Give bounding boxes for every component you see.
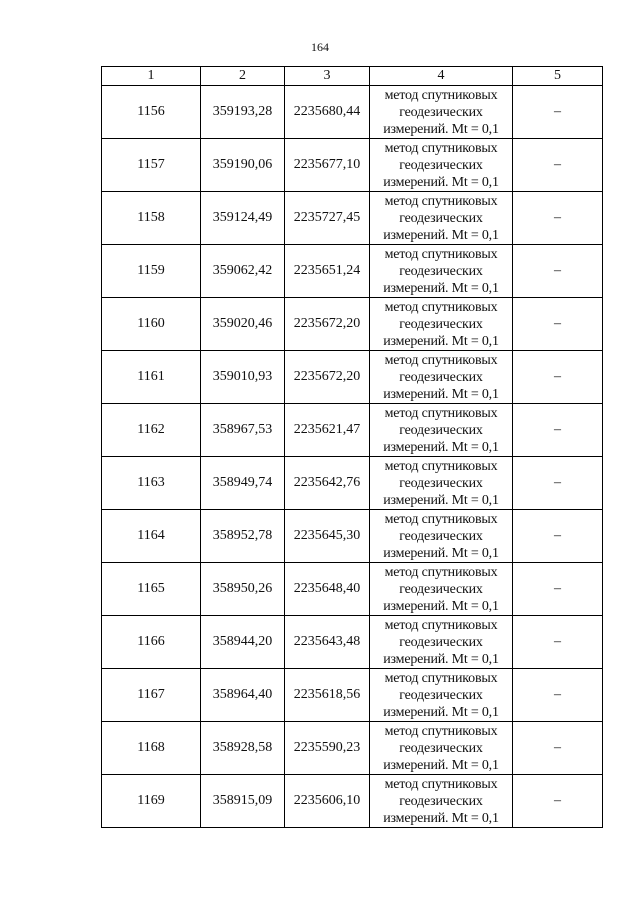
- coordinates-table: [101, 66, 603, 828]
- method-line-2: геодезических: [399, 157, 483, 173]
- point-number-cell: 1169: [102, 775, 201, 828]
- method-line-2: геодезических: [399, 528, 483, 544]
- header-col-3: 3: [285, 67, 370, 86]
- table-row: [102, 722, 603, 775]
- method-line-1: метод спутниковых: [384, 564, 498, 580]
- method-cell: [370, 510, 513, 563]
- y-coordinate-cell: 2235672,20: [285, 351, 370, 404]
- method-line-1: метод спутниковых: [384, 458, 498, 474]
- method-line-1: метод спутниковых: [384, 246, 498, 262]
- x-coordinate-cell: 359190,06: [201, 139, 285, 192]
- header-col-1: 1: [102, 67, 201, 86]
- table-row: [102, 510, 603, 563]
- y-coordinate-cell: 2235672,20: [285, 298, 370, 351]
- method-cell: [370, 669, 513, 722]
- y-coordinate-cell: 2235645,30: [285, 510, 370, 563]
- method-cell: [370, 86, 513, 139]
- method-cell: [370, 775, 513, 828]
- y-coordinate-cell: 2235677,10: [285, 139, 370, 192]
- method-line-3: измерений. Mt = 0,1: [383, 757, 499, 773]
- point-number-cell: 1161: [102, 351, 201, 404]
- x-coordinate-cell: 358952,78: [201, 510, 285, 563]
- method-line-3: измерений. Mt = 0,1: [383, 545, 499, 561]
- method-line-2: геодезических: [399, 316, 483, 332]
- y-coordinate-cell: 2235606,10: [285, 775, 370, 828]
- x-coordinate-cell: 359010,93: [201, 351, 285, 404]
- note-cell: –: [513, 510, 603, 563]
- point-number-cell: 1166: [102, 616, 201, 669]
- y-coordinate-cell: 2235618,56: [285, 669, 370, 722]
- table-row: [102, 775, 603, 828]
- method-line-1: метод спутниковых: [384, 670, 498, 686]
- method-line-3: измерений. Mt = 0,1: [383, 174, 499, 190]
- point-number-cell: 1168: [102, 722, 201, 775]
- method-line-3: измерений. Mt = 0,1: [383, 439, 499, 455]
- table-row: [102, 351, 603, 404]
- table-row: [102, 563, 603, 616]
- method-line-2: геодезических: [399, 263, 483, 279]
- method-line-1: метод спутниковых: [384, 723, 498, 739]
- point-number-cell: 1163: [102, 457, 201, 510]
- point-number-cell: 1167: [102, 669, 201, 722]
- method-line-2: геодезических: [399, 740, 483, 756]
- x-coordinate-cell: 358950,26: [201, 563, 285, 616]
- y-coordinate-cell: 2235621,47: [285, 404, 370, 457]
- header-row: [102, 67, 603, 86]
- method-line-1: метод спутниковых: [384, 140, 498, 156]
- method-cell: [370, 245, 513, 298]
- method-line-1: метод спутниковых: [384, 87, 498, 103]
- page-number: 164: [311, 40, 329, 54]
- x-coordinate-cell: 359062,42: [201, 245, 285, 298]
- method-line-2: геодезических: [399, 793, 483, 809]
- method-line-3: измерений. Mt = 0,1: [383, 651, 499, 667]
- method-line-3: измерений. Mt = 0,1: [383, 121, 499, 137]
- y-coordinate-cell: 2235590,23: [285, 722, 370, 775]
- method-line-3: измерений. Mt = 0,1: [383, 227, 499, 243]
- x-coordinate-cell: 358967,53: [201, 404, 285, 457]
- note-cell: –: [513, 722, 603, 775]
- method-line-1: метод спутниковых: [384, 405, 498, 421]
- x-coordinate-cell: 359124,49: [201, 192, 285, 245]
- x-coordinate-cell: 358915,09: [201, 775, 285, 828]
- method-line-2: геодезических: [399, 369, 483, 385]
- point-number-cell: 1157: [102, 139, 201, 192]
- method-cell: [370, 404, 513, 457]
- note-cell: –: [513, 298, 603, 351]
- point-number-cell: 1160: [102, 298, 201, 351]
- x-coordinate-cell: 358949,74: [201, 457, 285, 510]
- table-header: [102, 67, 603, 86]
- point-number-cell: 1165: [102, 563, 201, 616]
- table-row: [102, 139, 603, 192]
- y-coordinate-cell: 2235643,48: [285, 616, 370, 669]
- y-coordinate-cell: 2235680,44: [285, 86, 370, 139]
- header-col-4: 4: [370, 67, 513, 86]
- point-number-cell: 1159: [102, 245, 201, 298]
- method-cell: [370, 192, 513, 245]
- point-number-cell: 1158: [102, 192, 201, 245]
- method-line-2: геодезических: [399, 210, 483, 226]
- note-cell: –: [513, 351, 603, 404]
- note-cell: –: [513, 245, 603, 298]
- table-row: [102, 669, 603, 722]
- table-row: [102, 192, 603, 245]
- method-line-2: геодезических: [399, 687, 483, 703]
- method-line-1: метод спутниковых: [384, 511, 498, 527]
- table-body: [102, 86, 603, 828]
- method-line-3: измерений. Mt = 0,1: [383, 492, 499, 508]
- note-cell: –: [513, 139, 603, 192]
- header-col-2: 2: [201, 67, 285, 86]
- method-line-1: метод спутниковых: [384, 299, 498, 315]
- method-line-3: измерений. Mt = 0,1: [383, 386, 499, 402]
- y-coordinate-cell: 2235727,45: [285, 192, 370, 245]
- y-coordinate-cell: 2235642,76: [285, 457, 370, 510]
- method-line-3: измерений. Mt = 0,1: [383, 704, 499, 720]
- note-cell: –: [513, 616, 603, 669]
- table-row: [102, 457, 603, 510]
- method-cell: [370, 351, 513, 404]
- x-coordinate-cell: 358964,40: [201, 669, 285, 722]
- point-number-cell: 1164: [102, 510, 201, 563]
- table-row: [102, 298, 603, 351]
- method-line-1: метод спутниковых: [384, 776, 498, 792]
- method-line-2: геодезических: [399, 475, 483, 491]
- note-cell: –: [513, 457, 603, 510]
- note-cell: –: [513, 192, 603, 245]
- method-line-1: метод спутниковых: [384, 617, 498, 633]
- method-cell: [370, 616, 513, 669]
- y-coordinate-cell: 2235651,24: [285, 245, 370, 298]
- method-line-2: геодезических: [399, 104, 483, 120]
- method-cell: [370, 722, 513, 775]
- method-cell: [370, 563, 513, 616]
- method-line-3: измерений. Mt = 0,1: [383, 810, 499, 826]
- y-coordinate-cell: 2235648,40: [285, 563, 370, 616]
- point-number-cell: 1162: [102, 404, 201, 457]
- method-line-2: геодезических: [399, 422, 483, 438]
- x-coordinate-cell: 359193,28: [201, 86, 285, 139]
- method-line-3: измерений. Mt = 0,1: [383, 280, 499, 296]
- method-line-3: измерений. Mt = 0,1: [383, 333, 499, 349]
- x-coordinate-cell: 358928,58: [201, 722, 285, 775]
- x-coordinate-cell: 358944,20: [201, 616, 285, 669]
- table-row: [102, 86, 603, 139]
- note-cell: –: [513, 86, 603, 139]
- note-cell: –: [513, 563, 603, 616]
- method-cell: [370, 298, 513, 351]
- method-line-1: метод спутниковых: [384, 193, 498, 209]
- method-line-1: метод спутниковых: [384, 352, 498, 368]
- table-row: [102, 245, 603, 298]
- table-row: [102, 404, 603, 457]
- point-number-cell: 1156: [102, 86, 201, 139]
- header-col-5: 5: [513, 67, 603, 86]
- note-cell: –: [513, 669, 603, 722]
- x-coordinate-cell: 359020,46: [201, 298, 285, 351]
- method-cell: [370, 139, 513, 192]
- table-row: [102, 616, 603, 669]
- note-cell: –: [513, 775, 603, 828]
- method-line-3: измерений. Mt = 0,1: [383, 598, 499, 614]
- method-line-2: геодезических: [399, 581, 483, 597]
- note-cell: –: [513, 404, 603, 457]
- method-cell: [370, 457, 513, 510]
- method-line-2: геодезических: [399, 634, 483, 650]
